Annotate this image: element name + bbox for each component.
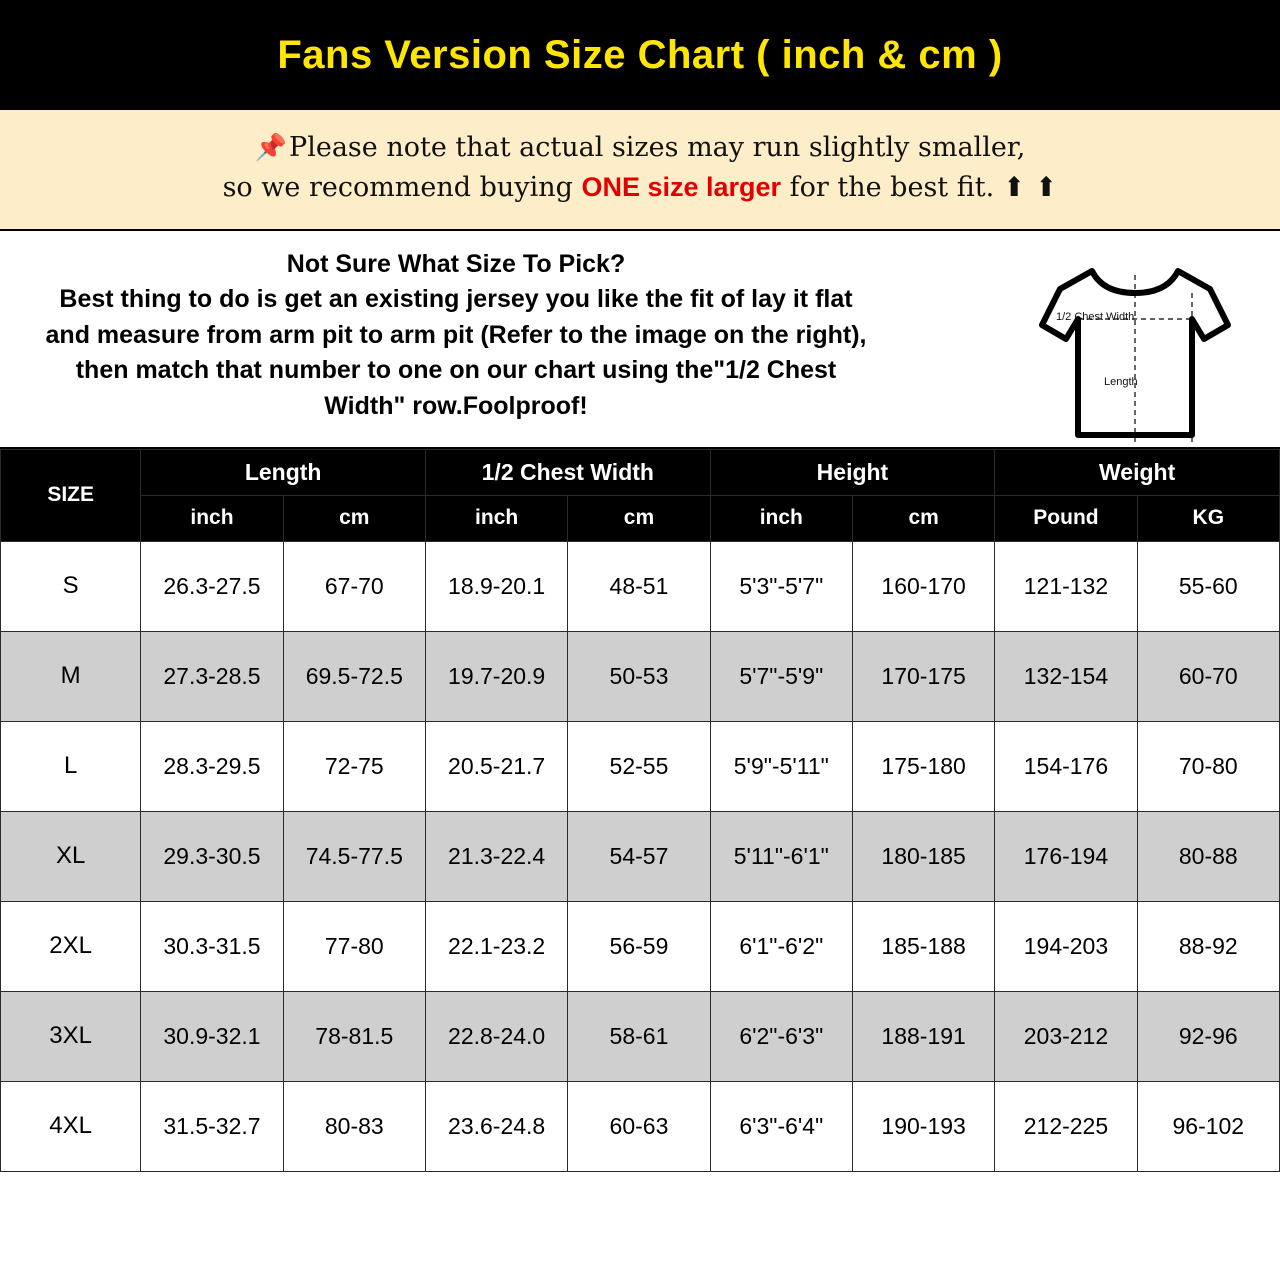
note-line-2 xyxy=(0,168,1280,207)
header-group-length: Length xyxy=(141,449,426,495)
header-unit-length-inch: inch xyxy=(141,495,283,541)
cell-size: M xyxy=(1,631,141,721)
table-head xyxy=(1,449,1280,541)
cell-chest-inch: 18.9-20.1 xyxy=(425,541,567,631)
cell-length-inch: 30.9-32.1 xyxy=(141,991,283,1081)
note-line-1 xyxy=(0,128,1280,168)
header-unit-height-inch: inch xyxy=(710,495,852,541)
header-unit-chest-cm: cm xyxy=(568,495,710,541)
cell-length-cm: 80-83 xyxy=(283,1081,425,1171)
pushpin-icon: 📌 xyxy=(254,133,288,163)
cell-weight-pound: 154-176 xyxy=(995,721,1137,811)
cell-height-cm: 175-180 xyxy=(852,721,994,811)
cell-length-cm: 72-75 xyxy=(283,721,425,811)
cell-size: 2XL xyxy=(1,901,141,991)
table-unit-header-row xyxy=(1,495,1280,541)
cell-height-inch: 6'3"-6'4" xyxy=(710,1081,852,1171)
cell-weight-kg: 70-80 xyxy=(1137,721,1279,811)
cell-length-inch: 27.3-28.5 xyxy=(141,631,283,721)
advice-line-1: Not Sure What Size To Pick? xyxy=(286,249,626,278)
table-body xyxy=(1,541,1280,1171)
note-highlight: ONE size larger xyxy=(581,171,782,202)
cell-size: 3XL xyxy=(1,991,141,1081)
cell-length-inch: 30.3-31.5 xyxy=(141,901,283,991)
advice-line-2: Best thing to do is get an existing jersey you like the fit of lay it flat xyxy=(59,285,853,314)
cell-weight-pound: 194-203 xyxy=(995,901,1137,991)
table-row xyxy=(1,811,1280,901)
cell-chest-inch: 20.5-21.7 xyxy=(425,721,567,811)
cell-height-inch: 5'9"-5'11" xyxy=(710,721,852,811)
table-row xyxy=(1,721,1280,811)
cell-weight-pound: 121-132 xyxy=(995,541,1137,631)
cell-height-inch: 6'1"-6'2" xyxy=(710,901,852,991)
page-title: Fans Version Size Chart ( inch & cm ) xyxy=(277,32,1003,77)
cell-weight-pound: 212-225 xyxy=(995,1081,1137,1171)
chart-header xyxy=(0,0,1280,110)
cell-length-inch: 29.3-30.5 xyxy=(141,811,283,901)
cell-length-cm: 78-81.5 xyxy=(283,991,425,1081)
cell-weight-kg: 88-92 xyxy=(1137,901,1279,991)
cell-chest-cm: 48-51 xyxy=(568,541,710,631)
cell-length-cm: 74.5-77.5 xyxy=(283,811,425,901)
cell-weight-kg: 80-88 xyxy=(1137,811,1279,901)
cell-height-inch: 6'2"-6'3" xyxy=(710,991,852,1081)
header-unit-length-cm: cm xyxy=(283,495,425,541)
cell-length-inch: 28.3-29.5 xyxy=(141,721,283,811)
cell-weight-kg: 96-102 xyxy=(1137,1081,1279,1171)
header-group-chest-width: 1/2 Chest Width xyxy=(425,449,710,495)
arrow-up-icon: ⬆ ⬆ xyxy=(1002,171,1058,203)
cell-size: L xyxy=(1,721,141,811)
cell-chest-inch: 23.6-24.8 xyxy=(425,1081,567,1171)
header-unit-height-cm: cm xyxy=(852,495,994,541)
cell-height-cm: 180-185 xyxy=(852,811,994,901)
tshirt-measurement-diagram xyxy=(1030,253,1240,453)
cell-size: 4XL xyxy=(1,1081,141,1171)
header-size: SIZE xyxy=(1,449,141,541)
table-row xyxy=(1,1081,1280,1171)
size-table xyxy=(0,449,1280,1172)
header-unit-weight-pound: Pound xyxy=(995,495,1137,541)
note-line-2-suffix: for the best fit. xyxy=(781,171,1003,203)
cell-height-cm: 190-193 xyxy=(852,1081,994,1171)
table-row xyxy=(1,631,1280,721)
cell-size: S xyxy=(1,541,141,631)
cell-size: XL xyxy=(1,811,141,901)
cell-length-cm: 69.5-72.5 xyxy=(283,631,425,721)
table-row xyxy=(1,991,1280,1081)
advice-line-4: then match that number to one on our chart using the"1/2 Chest xyxy=(75,356,837,385)
cell-weight-pound: 203-212 xyxy=(995,991,1137,1081)
cell-chest-inch: 19.7-20.9 xyxy=(425,631,567,721)
cell-height-inch: 5'11"-6'1" xyxy=(710,811,852,901)
header-unit-chest-inch: inch xyxy=(425,495,567,541)
header-group-weight: Weight xyxy=(995,449,1280,495)
cell-length-inch: 31.5-32.7 xyxy=(141,1081,283,1171)
cell-weight-kg: 92-96 xyxy=(1137,991,1279,1081)
cell-chest-inch: 22.8-24.0 xyxy=(425,991,567,1081)
cell-height-cm: 160-170 xyxy=(852,541,994,631)
cell-height-cm: 185-188 xyxy=(852,901,994,991)
header-unit-weight-kg: KG xyxy=(1137,495,1279,541)
note-line-1-text: Please note that actual sizes may run slightly smaller, xyxy=(289,132,1026,163)
advice-line-3: and measure from arm pit to arm pit (Refer to the image on the right), xyxy=(45,320,867,349)
cell-weight-pound: 132-154 xyxy=(995,631,1137,721)
cell-chest-cm: 54-57 xyxy=(568,811,710,901)
length-label: Length xyxy=(1104,375,1138,388)
advice-text xyxy=(6,247,906,425)
cell-chest-cm: 58-61 xyxy=(568,991,710,1081)
cell-chest-cm: 52-55 xyxy=(568,721,710,811)
header-group-height: Height xyxy=(710,449,995,495)
cell-height-cm: 170-175 xyxy=(852,631,994,721)
cell-length-cm: 77-80 xyxy=(283,901,425,991)
cell-chest-inch: 22.1-23.2 xyxy=(425,901,567,991)
table-group-header-row xyxy=(1,449,1280,495)
note-line-2-prefix: so we recommend buying xyxy=(222,171,582,203)
cell-weight-pound: 176-194 xyxy=(995,811,1137,901)
cell-weight-kg: 60-70 xyxy=(1137,631,1279,721)
cell-chest-cm: 50-53 xyxy=(568,631,710,721)
advice-line-5: Width" row.Foolproof! xyxy=(324,391,588,420)
cell-length-cm: 67-70 xyxy=(283,541,425,631)
cell-chest-cm: 56-59 xyxy=(568,901,710,991)
cell-weight-kg: 55-60 xyxy=(1137,541,1279,631)
chest-width-label: 1/2 Chest Width xyxy=(1056,310,1135,323)
table-row xyxy=(1,541,1280,631)
table-row xyxy=(1,901,1280,991)
note-banner xyxy=(0,110,1280,231)
cell-height-inch: 5'7"-5'9" xyxy=(710,631,852,721)
cell-chest-inch: 21.3-22.4 xyxy=(425,811,567,901)
cell-length-inch: 26.3-27.5 xyxy=(141,541,283,631)
advice-section xyxy=(0,231,1280,449)
cell-height-inch: 5'3"-5'7" xyxy=(710,541,852,631)
tshirt-icon xyxy=(1030,253,1240,453)
cell-height-cm: 188-191 xyxy=(852,991,994,1081)
cell-chest-cm: 60-63 xyxy=(568,1081,710,1171)
